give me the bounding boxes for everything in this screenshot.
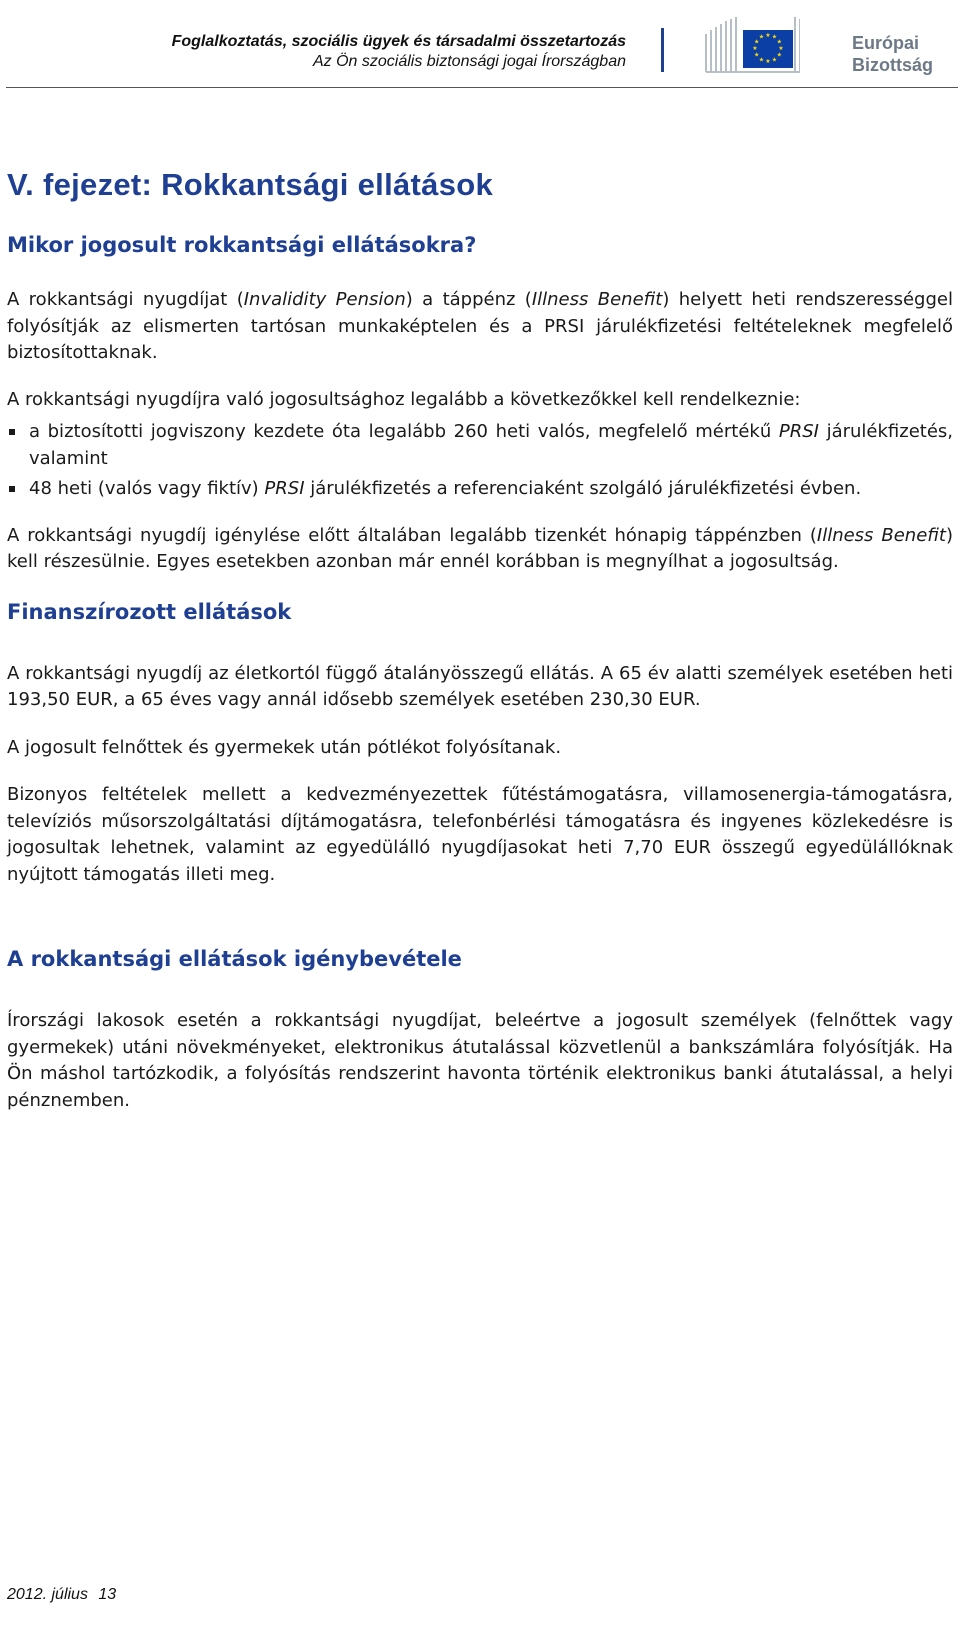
conditions-list <box>7 419 953 503</box>
svg-text:★: ★ <box>771 56 778 64</box>
svg-text:★: ★ <box>758 33 765 41</box>
section-heading-claiming: A rokkantsági ellátások igénybevétele <box>7 947 462 971</box>
text-run: járulékfizetés, valamint <box>29 421 954 469</box>
section-heading-eligibility: Mikor jogosult rokkantsági ellátásokra? <box>7 233 477 257</box>
page-footer <box>7 1586 116 1604</box>
footer-date: 2012. július <box>7 1586 88 1603</box>
text-run: ) kell részesülnie. Egyes esetekben azonban már ennél korábban is megnyílhat a jogosultság. <box>7 524 953 572</box>
svg-text:★: ★ <box>754 51 760 59</box>
svg-text:★: ★ <box>778 45 784 52</box>
page-header <box>0 0 960 90</box>
text-run: A rokkantsági nyugdíj igénylése előtt általában legalább tizenkét hónapig táppénzben ( <box>7 524 817 546</box>
svg-text:★: ★ <box>765 58 771 65</box>
paragraph-benefit-amounts: A rokkantsági nyugdíj az életkortól függő átalányösszegű ellátás. A 65 év alatti személyek esetében heti 193,50 EUR, a 65 éves vagy annál idősebb személyek esetében 230,30 EUR. <box>7 662 953 710</box>
svg-text:★: ★ <box>771 33 778 41</box>
svg-text:★: ★ <box>776 51 782 59</box>
paragraph-eligibility-conditions: A rokkantsági nyugdíjra való jogosultsághoz legalább a következőkkel kell rendelkeznie: <box>7 388 801 410</box>
text-run-italic: Illness Benefit <box>531 289 663 310</box>
text-run: A rokkantsági nyugdíjat ( <box>7 289 244 310</box>
page-number: 13 <box>98 1586 117 1603</box>
organization-name-line1: Európai <box>852 33 920 53</box>
header-rule <box>6 87 958 88</box>
text-run: járulékfizetés a referenciaként szolgáló járulékfizetési évben. <box>304 478 862 499</box>
header-guide-title: Az Ön szociális biztonsági jogai Írországban <box>312 53 626 70</box>
text-run: a biztosítotti jogviszony kezdete óta legalább 260 heti valós, megfelelő mértékű <box>29 421 779 442</box>
svg-text:★: ★ <box>758 56 765 64</box>
text-run-italic: PRSI <box>264 478 305 499</box>
organization-name <box>852 32 933 76</box>
header-department: Foglalkoztatás, szociális ügyek és társadalmi összetartozás <box>171 33 626 50</box>
text-run: ) a táppénz ( <box>405 289 532 310</box>
list-item <box>7 419 953 472</box>
text-run-italic: Illness Benefit <box>816 524 946 546</box>
document-body <box>7 165 953 1114</box>
organization-name-line2: Bizottság <box>852 55 933 75</box>
text-run: ) helyett heti rendszerességgel folyósítják az elismerten tartósan munkaképtelen és a PRSI járulékfizetési feltételeknek megfelelő biztosítottaknak. <box>7 289 953 363</box>
paragraph-invalidity-pension <box>7 287 953 367</box>
paragraph-illness-benefit-before <box>7 523 953 576</box>
text-run: 48 heti (valós vagy fiktív) <box>29 478 265 499</box>
paragraph-additional-support: Bizonyos feltételek mellett a kedvezményezettek fűtéstámogatásra, villamosenergia-támogatásra, televíziós műsorszolgáltatási díjtámogatásra, telefonbérlési támogatásra és ingyenes közlekedésre is jogosultak lehetnek, valamint az egyedülálló nyugdíjasokat heti 7,70 EUR összegű egyedülállóknak nyújtott támogatás illeti meg. <box>7 784 953 885</box>
svg-text:★: ★ <box>776 38 782 46</box>
svg-text:★: ★ <box>754 38 760 46</box>
paragraph-payment-method: Írországi lakosok esetén a rokkantsági nyugdíjat, beleértve a jogosult személyek (felnőttek vagy gyermekek) utáni növekményeket, elektronikus átutalással közvetlenül a bankszámlára folyósítják. Ha Ön máshol tartózkodik, a folyósítás rendszerint havonta történik elektronikus banki átutalással, a helyi pénznemben. <box>7 1010 953 1111</box>
svg-text:★: ★ <box>752 45 758 52</box>
european-commission-logo-icon <box>700 8 800 76</box>
section-heading-benefits: Finanszírozott ellátások <box>7 599 292 624</box>
header-divider <box>661 28 664 72</box>
text-run-italic: PRSI <box>778 421 819 442</box>
chapter-title: V. fejezet: Rokkantsági ellátások <box>7 167 494 202</box>
text-run-italic: Invalidity Pension <box>243 289 406 310</box>
list-item <box>7 476 953 503</box>
svg-text:★: ★ <box>765 32 771 39</box>
paragraph-supplements: A jogosult felnőttek és gyermekek után pótlékot folyósítanak. <box>7 736 562 758</box>
